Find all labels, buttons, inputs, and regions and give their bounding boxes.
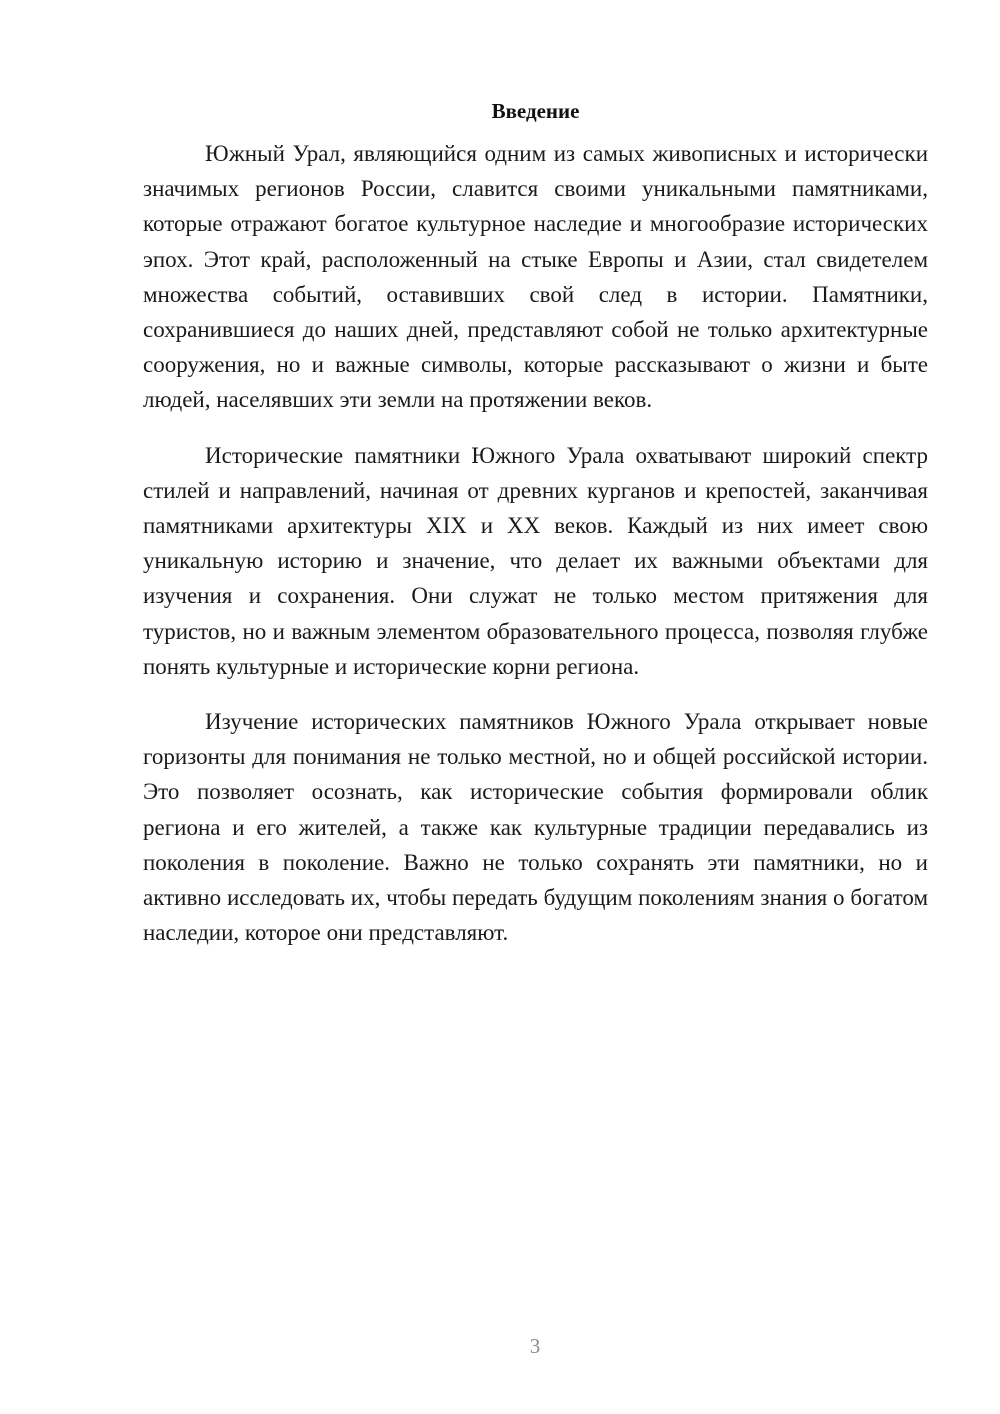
paragraph: Исторические памятники Южного Урала охватывают широкий спектр стилей и направлений, начиная от древних курганов и крепостей, заканчивая памятниками архитектуры XIX и XX веков. Каждый из них имеет свою уникальную историю и значение, что делает их важными объектами для изучения и сохранения. Они служат не только местом притяжения для туристов, но и важным элементом образовательного процесса, позволяя глубже понять культурные и исторические корни региона. [143, 442, 928, 679]
paragraph: Изучение исторических памятников Южного Урала открывает новые горизонты для понимания не только местной, но и общей российской истории. Это позволяет осознать, как исторические события формировали облик региона и его жителей, а также как культурные традиции передавались из поколения в поколение. Важно не только сохранять эти памятники, но и активно исследовать их, чтобы передать будущим поколениям знания о богатом наследии, которое они представляют. [143, 709, 928, 946]
page-number: 3 [529, 1334, 541, 1358]
paragraph: Южный Урал, являющийся одним из самых живописных и исторически значимых регионов России, славится своими уникальными памятниками, которые отражают богатое культурное наследие и многообразие исторических эпох. Этот край, расположенный на стыке Европы и Азии, стал свидетелем множества событий, оставивших свой след в истории. Памятники, сохранившиеся до наших дней, представляют собой не только архитектурные сооружения, но и важные символы, которые рассказывают о жизни и быте людей, населявших эти земли на протяжении веков. [143, 141, 928, 413]
section-heading: Введение [491, 99, 580, 123]
document-body [143, 96, 928, 970]
